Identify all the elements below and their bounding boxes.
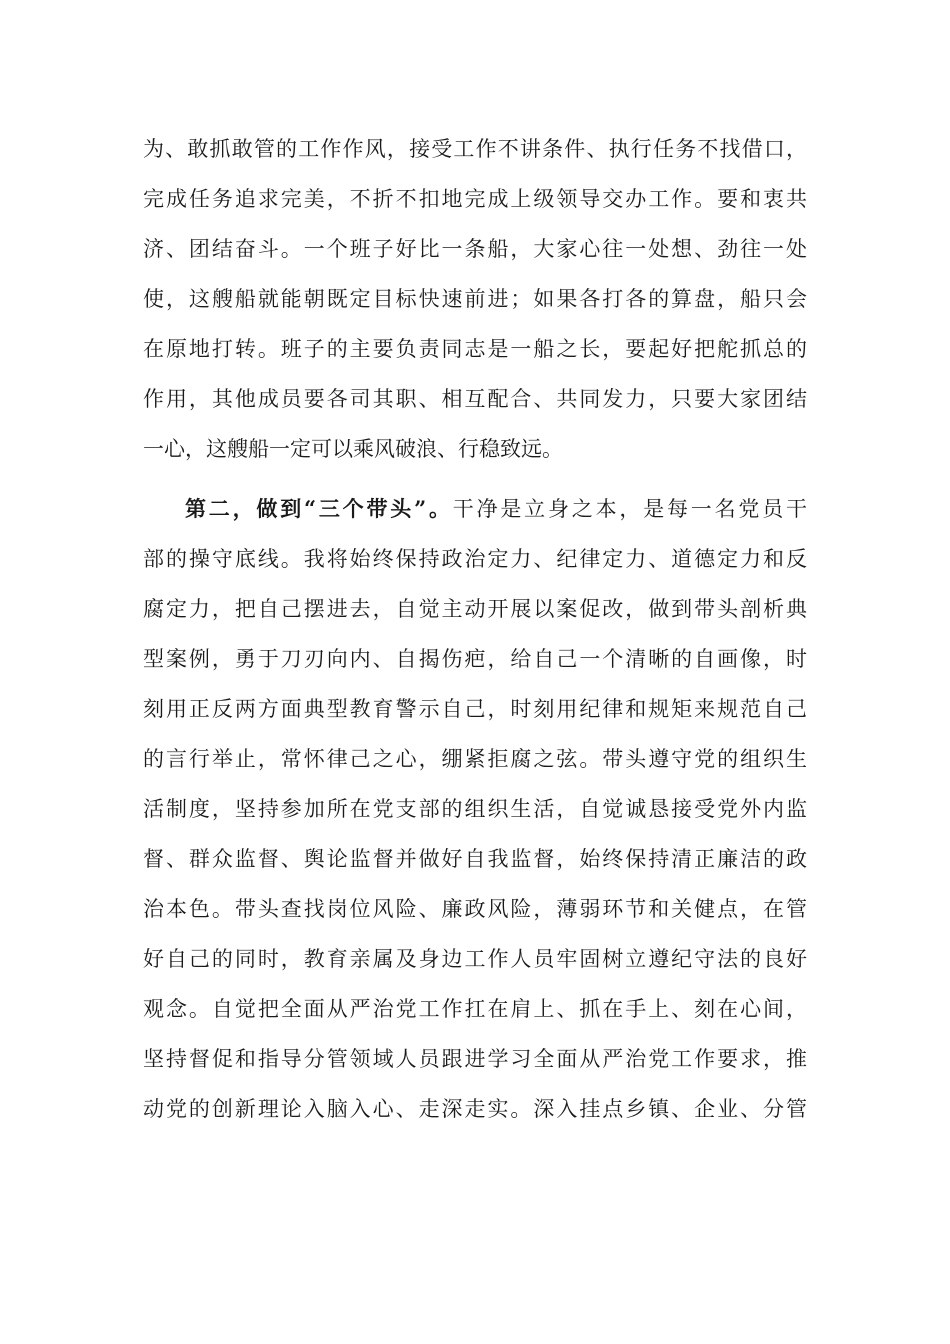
paragraph-gap (143, 474, 807, 484)
text-line: 观念。自觉把全面从严治党工作扛在肩上、抓在手上、刻在心间， (143, 997, 807, 1021)
text-line: 在原地打转。班子的主要负责同志是一船之长，要起好把舵抓总的 (143, 337, 807, 361)
first-line-text: 干净是立身之本，是每一名党员干 (452, 497, 807, 521)
text-line: 坚持督促和指导分管领域人员跟进学习全面从严治党工作要求，推 (143, 1047, 807, 1071)
text-line: 活制度，坚持参加所在党支部的组织生活，自觉诚恳接受党外内监 (143, 797, 807, 821)
text-line: 好自己的同时，教育亲属及身边工作人员牢固树立遵纪守法的良好 (143, 947, 807, 971)
text-line-first (143, 484, 807, 534)
paragraph-2 (143, 484, 807, 1134)
paragraph-1 (143, 124, 807, 474)
text-line: 部的操守底线。我将始终保持政治定力、纪律定力、道德定力和反 (143, 547, 807, 571)
text-line: 作用，其他成员要各司其职、相互配合、共同发力，只要大家团结 (143, 387, 807, 411)
text-line: 腐定力，把自己摆进去，自觉主动开展以案促改，做到带头剖析典 (143, 597, 807, 621)
text-line: 治本色。带头查找岗位风险、廉政风险，薄弱环节和关健点，在管 (143, 897, 807, 921)
text-line: 一心，这艘船一定可以乘风破浪、行稳致远。 (143, 437, 563, 461)
text-line: 的言行举止，常怀律己之心，绷紧拒腐之弦。带头遵守党的组织生 (143, 747, 807, 771)
text-line: 型案例，勇于刀刃向内、自揭伤疤，给自己一个清晰的自画像，时 (143, 647, 807, 671)
text-line: 刻用正反两方面典型教育警示自己，时刻用纪律和规矩来规范自己 (143, 697, 807, 721)
text-line: 督、群众监督、舆论监督并做好自我监督，始终保持清正廉洁的政 (143, 847, 807, 871)
document-body (143, 124, 807, 1134)
text-line: 为、敢抓敢管的工作作风，接受工作不讲条件、执行任务不找借口， (143, 137, 807, 161)
text-line: 完成任务追求完美，不折不扣地完成上级领导交办工作。要和衷共 (143, 187, 807, 211)
text-line: 使，这艘船就能朝既定目标快速前进；如果各打各的算盘，船只会 (143, 287, 807, 311)
text-line: 济、团结奋斗。一个班子好比一条船，大家心往一处想、劲往一处 (143, 237, 807, 261)
section-heading: 第二，做到“三个带头”。 (185, 496, 453, 521)
text-line: 动党的创新理论入脑入心、走深走实。深入挂点乡镇、企业、分管 (143, 1097, 807, 1121)
